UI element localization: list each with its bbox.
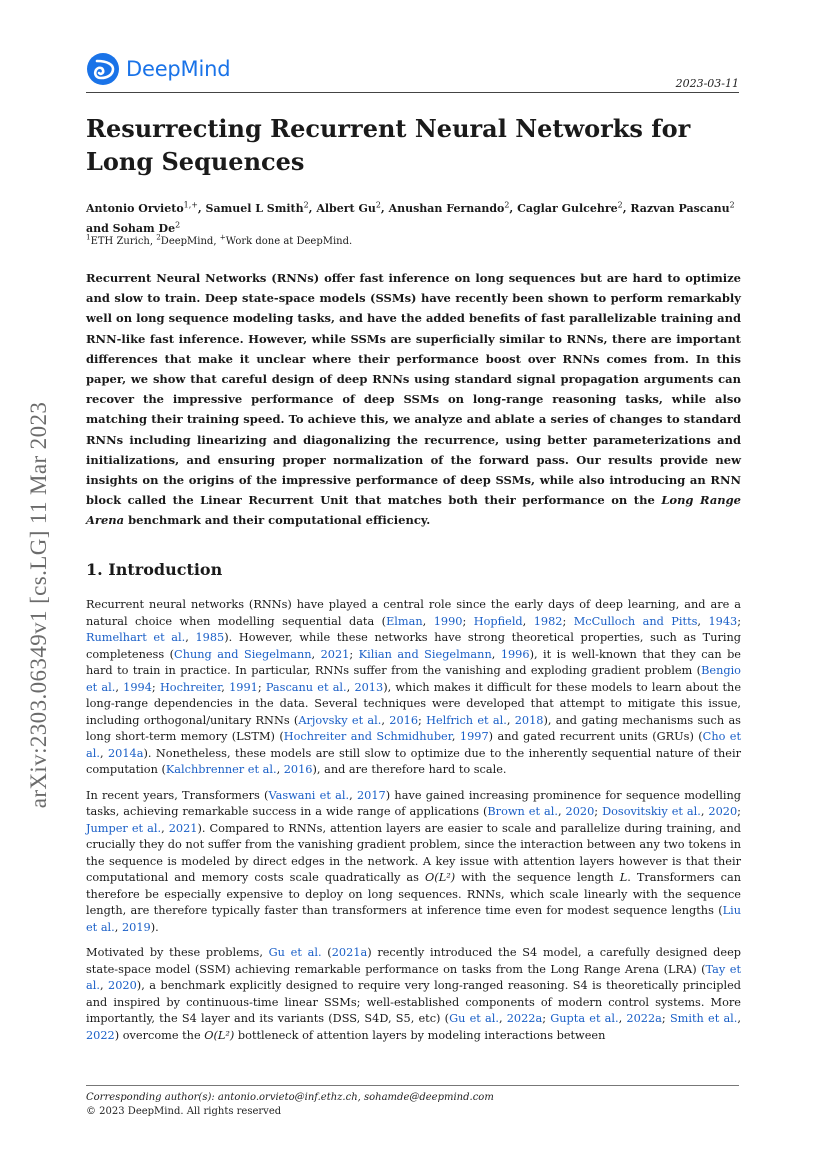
citation-link[interactable]: 2019: [121, 920, 151, 934]
body-text-run: bottleneck of attention layers by modeling interactions between: [234, 1028, 606, 1042]
citation-link[interactable]: Smith et al.: [669, 1012, 738, 1025]
body-text-run: ), and are therefore hard to scale.: [312, 763, 507, 776]
affiliation-text: Work done at DeepMind.: [225, 236, 353, 247]
body-text-run: ). However, while these networks have strong theoretical properties, such as Turing completeness (: [86, 631, 741, 661]
author-name: Caglar Gulcehre: [517, 202, 618, 215]
citation-link[interactable]: 1997: [459, 730, 489, 743]
introduction-body: [86, 597, 741, 1053]
body-text-run: ,: [185, 631, 196, 644]
author-list: Antonio Orvieto$^{1,+}$, Samuel L Smith$^2$, Albert Gu$^2$, Anushan Fernando$^2$, Caglar Gulcehre$^2$, Razvan Pascanu$^2$ and Soham De$^2$: [86, 200, 735, 235]
author-name: Razvan Pascanu: [630, 202, 730, 215]
citation-link[interactable]: Jumper et al.: [86, 821, 162, 835]
affiliation-text: DeepMind,: [160, 236, 220, 247]
author-sup: 2: [375, 200, 381, 210]
abstract-text-end: benchmark and their computational efficiency.: [124, 513, 431, 528]
body-text-run: ,: [381, 713, 390, 727]
body-text-run: ,: [161, 821, 169, 835]
affiliation-text: ETH Zurich,: [90, 236, 157, 247]
body-text-run: ), which makes it difficult for these models to learn about the long-range dependencies in the data. Several techniques were developed that attempt to mitigate this issue, including orthogonal/unitary RNNs (: [86, 680, 742, 727]
author-sup: 2: [729, 200, 735, 210]
body-text-run: ,: [451, 730, 460, 743]
citation-link[interactable]: Cho et al.: [86, 730, 742, 760]
citation-link[interactable]: 2013: [354, 680, 384, 694]
citation-link[interactable]: Chung and Siegelmann: [174, 647, 312, 661]
citation-link[interactable]: 2016: [283, 763, 313, 776]
corresponding-authors: Corresponding author(s): antonio.orvieto@inf.ethz.ch, sohamde@deepmind.com: [86, 1092, 494, 1103]
affiliation-sup: +: [219, 232, 226, 242]
citation-link[interactable]: Liu et al.: [86, 904, 741, 934]
body-text-run: ;: [257, 680, 266, 694]
author-name: Albert Gu: [316, 202, 376, 215]
body-text-run: ;: [542, 1012, 551, 1025]
body-text-run: ,: [346, 680, 355, 694]
author-name: Antonio Orvieto: [86, 202, 184, 215]
deepmind-logo-icon: [86, 52, 120, 86]
body-text-run: ) have gained increasing prominence for sequence modelling tasks, achieving remarkable success in a wide range of applications (: [86, 788, 741, 818]
body-text-run: ;: [151, 680, 160, 694]
body-text-run: ,: [276, 763, 284, 776]
citation-link[interactable]: 2020: [565, 805, 595, 818]
author-name: Anushan Fernando: [388, 202, 505, 215]
citation-link[interactable]: Kilian and Siegelmann: [358, 647, 492, 661]
math-expression: O(L²): [204, 1028, 235, 1042]
body-text-run: ,: [115, 680, 124, 694]
author-sup: 2: [504, 200, 510, 210]
body-text-run: ) recently introduced the S4 model, a carefully designed deep state-space model (SSM) achieving remarkable performance on tasks from the Long Range Arena (LRA) (: [86, 946, 742, 976]
footer-divider: [86, 1085, 739, 1086]
deepmind-logo: [86, 52, 230, 86]
author-conjunction: and: [86, 222, 113, 235]
intro-paragraph: [86, 945, 741, 1044]
citation-link[interactable]: Elman: [386, 614, 423, 628]
citation-link[interactable]: 1994: [123, 680, 152, 694]
citation-link[interactable]: 2020: [108, 979, 137, 992]
body-text-run: ,: [618, 1012, 627, 1025]
abstract-emphasis: Long Range Arena: [86, 493, 741, 528]
section-heading: 1. Introduction: [86, 560, 223, 579]
body-text-run: ,: [491, 647, 501, 661]
citation-link[interactable]: 1943: [708, 614, 738, 628]
citation-link[interactable]: 1996: [500, 647, 530, 661]
body-text-run: ;: [562, 614, 574, 628]
body-text-run: ,: [311, 647, 321, 661]
math-expression: O(L²): [425, 871, 456, 884]
citation-link[interactable]: 2022a: [506, 1012, 543, 1025]
citation-link[interactable]: Gu et al.: [268, 946, 322, 959]
citation-link[interactable]: 2016: [389, 713, 419, 727]
citation-link[interactable]: Brown et al.: [487, 805, 558, 818]
logo-text: DeepMind: [126, 57, 231, 81]
citation-link[interactable]: 2022: [86, 1028, 115, 1042]
author-sup: 2: [617, 200, 623, 210]
author-name: Soham De: [112, 222, 176, 235]
body-text-run: . Transformers can therefore be especially expensive to deploy on long sequences. RNNs, which scale linearly with the sequence length, are therefore typically faster than transformers at inference time even for modest sequence lengths (: [86, 871, 741, 917]
body-text-run: Motivated by these problems,: [86, 946, 269, 959]
body-text-run: Recurrent neural networks (RNNs) have played a central role since the early days of deep learning, and are a natural choice when modelling sequential data (: [86, 598, 741, 628]
citation-link[interactable]: Kalchbrenner et al.: [165, 763, 277, 776]
citation-link[interactable]: 2021: [168, 821, 198, 835]
citation-link[interactable]: 1985: [195, 631, 225, 644]
body-text-run: ,: [99, 979, 109, 992]
citation-link[interactable]: McCulloch and Pitts: [573, 614, 698, 628]
citation-link[interactable]: Vaswani et al.: [268, 788, 350, 802]
body-text-run: ), a benchmark explicitly designed to require very long-ranged reasoning. S4 is theoretically principled and inspired by continuous-time linear SSMs; well-established components of modern control systems. More importantly, the S4 layer and its variants (DSS, S4D, S5, etc) (: [86, 979, 741, 1025]
body-text-run: with the sequence length: [455, 871, 620, 884]
citation-link[interactable]: 2021: [320, 647, 350, 661]
citation-link[interactable]: Arjovsky et al.: [298, 713, 382, 727]
author-sup: 2: [303, 200, 309, 210]
citation-link[interactable]: 2017: [357, 788, 386, 802]
body-text-run: In recent years, Transformers (: [86, 788, 269, 802]
publication-date: 2023-03-11: [675, 77, 739, 90]
body-text-run: ;: [462, 614, 474, 628]
body-text-run: ,: [522, 614, 534, 628]
body-text-run: ,: [697, 614, 709, 628]
header-divider: [86, 92, 739, 93]
citation-link[interactable]: Rumelhart et al.: [86, 631, 186, 644]
paper-title: Resurrecting Recurrent Neural Networks for Long Sequences: [86, 114, 691, 176]
body-text-run: ), and gating mechanisms such as long short-term memory (LSTM) (: [86, 713, 741, 743]
citation-link[interactable]: Helfrich et al.: [426, 713, 507, 727]
body-text-run: ;: [661, 1012, 670, 1025]
body-text-run: ). Compared to RNNs, attention layers are easier to scale and parallelize during training, and crucially they do not suffer from the vanishing gradient problem, since the interaction between any two tokens in the sequence is modeled by direct edges in the network. A key issue with attention layers however is that their computational and memory costs scale quadratically as: [86, 821, 741, 884]
body-text-run: ,: [114, 920, 122, 934]
body-text-run: ). Nonetheless, these models are still slow to optimize due to the inherently sequential nature of their computation (: [86, 746, 741, 776]
citation-link[interactable]: Tay et al.: [86, 962, 741, 992]
body-text-run: ;: [737, 805, 741, 818]
body-text-run: ,: [221, 680, 230, 694]
citation-link[interactable]: Gu et al.: [449, 1012, 499, 1025]
citation-link[interactable]: 2021a: [331, 946, 368, 959]
copyright-notice: © 2023 DeepMind. All rights reserved: [86, 1106, 282, 1117]
body-text-run: (: [321, 946, 332, 959]
citation-link[interactable]: Bengio et al.: [86, 664, 741, 694]
arxiv-identifier-text: arXiv:2303.06349v1 [cs.LG] 11 Mar 2023: [26, 401, 51, 809]
citation-link[interactable]: 2018: [514, 713, 544, 727]
body-text-run: ,: [506, 713, 515, 727]
body-text-run: ,: [349, 788, 357, 802]
body-text-run: ,: [498, 1012, 507, 1025]
citation-link[interactable]: 1991: [229, 680, 258, 694]
footer: [86, 1091, 494, 1119]
author-name: Samuel L Smith: [205, 202, 304, 215]
citation-link[interactable]: Hochreiter: [159, 680, 222, 694]
citation-link[interactable]: Hochreiter and Schmidhuber: [283, 730, 452, 743]
body-text-run: ;: [349, 647, 359, 661]
body-text-run: ,: [557, 805, 566, 818]
body-text-run: ,: [700, 805, 709, 818]
body-text-run: ) and gated recurrent units (GRUs) (: [488, 730, 703, 743]
body-text-run: ,: [99, 746, 108, 760]
body-text-run: ;: [418, 713, 427, 727]
math-expression: L: [619, 871, 628, 884]
author-sup: 2: [175, 220, 181, 230]
intro-paragraph: [86, 788, 741, 937]
abstract-text: Recurrent Neural Networks (RNNs) offer fast inference on long sequences but are hard to optimize and slow to train. Deep state-space models (SSMs) have recently been shown to perform remarkably well on long sequence modeling tasks, and have the added benefits of fast parallelizable training and RNN-like fast inference. However, while SSMs are superficially similar to RNNs, there are important differences that make it unclear where their performance boost over RNNs comes from. In this paper, we show that careful design of deep RNNs using standard signal propagation arguments can recover the impressive performance of deep SSMs on long-range reasoning tasks, while also matching their training speed. To achieve this, we analyze and ablate a series of changes to standard RNNs including linearizing and diagonalizing the recurrence, using better parameterizations and initializations, and ensuring proper normalization of the forward pass. Our results provide new insights on the origins of the impressive performance of deep SSMs, while also introducing an RNN block called the Linear Recurrent Unit that matches both their performance on the: [86, 271, 741, 508]
body-text-run: ,: [422, 614, 434, 628]
body-text-run: ,: [737, 1012, 741, 1025]
citation-link[interactable]: Dosovitskiy et al.: [602, 805, 701, 818]
affiliation-sup: 2: [156, 232, 161, 242]
citation-link[interactable]: Pascanu et al.: [265, 680, 347, 694]
author-sup: 1,+: [183, 200, 198, 210]
body-text-run: ), it is well-known that they can be hard to train in practice. In particular, RNNs suffer from the vanishing and exploding gradient problem (: [86, 647, 741, 677]
citation-link[interactable]: Hopfield: [473, 614, 523, 628]
abstract: [86, 268, 741, 531]
body-text-run: ;: [594, 805, 603, 818]
body-text-run: ).: [150, 920, 159, 934]
arxiv-identifier: [28, 362, 50, 848]
affiliations: [86, 232, 353, 247]
citation-link[interactable]: 1982: [533, 614, 563, 628]
citation-link[interactable]: 2014a: [107, 746, 144, 760]
citation-link[interactable]: 1990: [433, 614, 463, 628]
body-text-run: ;: [737, 614, 742, 628]
citation-link[interactable]: 2020: [708, 805, 738, 818]
citation-link[interactable]: Gupta et al.: [550, 1012, 619, 1025]
intro-paragraph: [86, 597, 741, 779]
affiliation-sup: 1: [86, 232, 91, 242]
body-text-run: ) overcome the: [114, 1028, 205, 1042]
citation-link[interactable]: 2022a: [626, 1012, 662, 1025]
